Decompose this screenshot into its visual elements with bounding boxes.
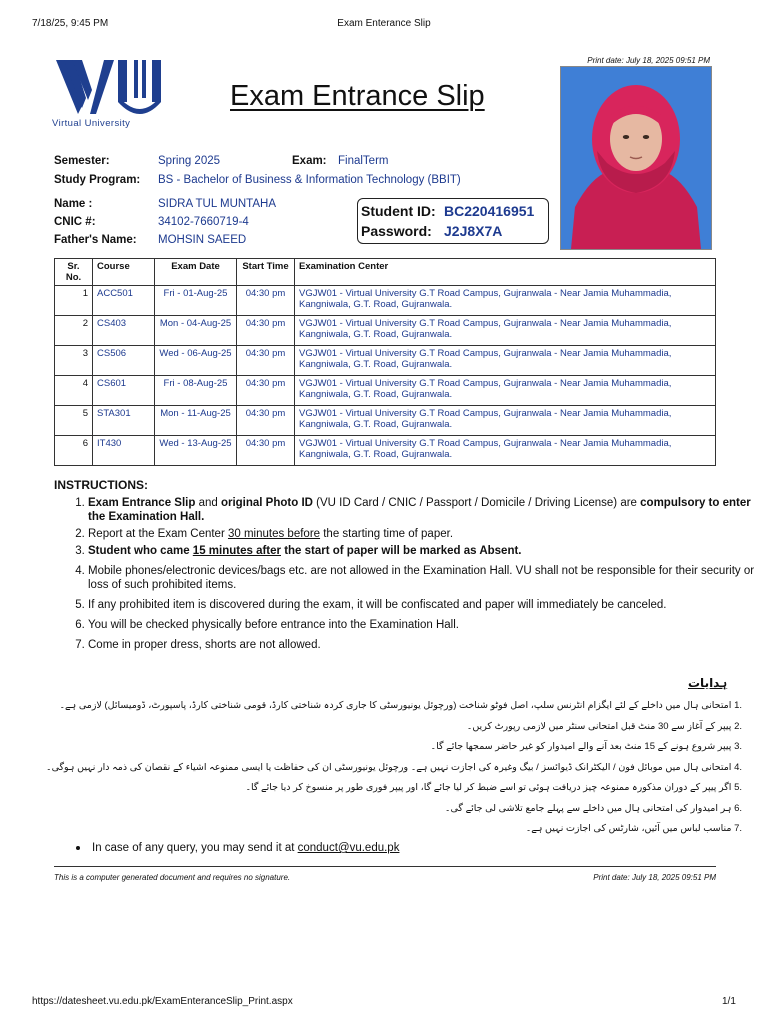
instruction-item: 6. You will be checked physically before entrance into the Examination Hall. <box>88 618 760 632</box>
cell-course: CS601 <box>93 376 155 406</box>
query-text: In case of any query, you may send it at <box>92 842 298 854</box>
student-id-label: Student ID: <box>361 203 436 219</box>
exam-schedule-table <box>54 258 716 466</box>
urdu-instruction-item: .4 امتحانی ہال میں موبائل فون / الیکٹرانک ڈیوائسز / بیگ وغیرہ کی اجازت نہیں ہے۔ ورچوئل یونیورسٹی ان کی حفاظت یا ایسی ممنوعہ اشیاء کے نقصان کی ذمہ دار نہیں ہوگی۔ <box>46 761 742 773</box>
col-header-sr: Sr. No. <box>55 259 93 286</box>
col-header-course: Course <box>93 259 155 286</box>
cell-sr: 1 <box>55 286 93 316</box>
urdu-instruction-item: .3 پیپر شروع ہونے کے 15 منٹ بعد آنے والے امیدوار کو غیر حاضر سمجھا جائے گا۔ <box>430 741 742 752</box>
col-header-center: Examination Center <box>295 259 716 286</box>
conduct-email-link[interactable]: conduct@vu.edu.pk <box>297 842 400 854</box>
cell-time: 04:30 pm <box>237 436 295 466</box>
cnic-label: CNIC #: <box>54 216 96 228</box>
cell-time: 04:30 pm <box>237 316 295 346</box>
father-label: Father's Name: <box>54 234 137 246</box>
table-row <box>55 436 716 466</box>
cell-sr: 2 <box>55 316 93 346</box>
print-date-bottom: Print date: July 18, 2025 09:51 PM <box>593 873 716 882</box>
cell-sr: 5 <box>55 406 93 436</box>
cell-course: IT430 <box>93 436 155 466</box>
print-url: https://datesheet.vu.edu.pk/ExamEnteranceSlip_Print.aspx <box>32 996 293 1007</box>
cell-course: CS506 <box>93 346 155 376</box>
program-label: Study Program: <box>54 174 141 186</box>
urdu-instruction-item: .2 پیپر کے آغاز سے 30 منٹ قبل امتحانی سنٹر میں لازمی رپورٹ کریں۔ <box>466 720 742 732</box>
table-row <box>55 286 716 316</box>
cell-sr: 4 <box>55 376 93 406</box>
urdu-instruction-item: .6 ہر امیدوار کی امتحانی ہال میں داخلے سے پہلے جامع تلاشی لی جائے گی۔ <box>444 802 742 814</box>
bullet-icon <box>76 846 80 850</box>
cell-time: 04:30 pm <box>237 406 295 436</box>
table-row <box>55 316 716 346</box>
exam-label: Exam: <box>292 155 327 167</box>
instruction-item: 1. Exam Entrance Slip and original Photo ID (VU ID Card / CNIC / Passport / Domicile / Driving License) are compulsory to enter the Examination Hall. <box>88 496 760 524</box>
cell-course: ACC501 <box>93 286 155 316</box>
print-page-title: Exam Enterance Slip <box>337 18 431 29</box>
cell-sr: 6 <box>55 436 93 466</box>
urdu-instruction-item: .5 اگر پیپر کے دوران مذکورہ ممنوعہ چیز دریافت ہوئی تو اسے ضبط کر لیا جائے گا، اور پیپر فوری طور پر منسوخ کر دیا جائے گا۔ <box>245 782 742 793</box>
cell-date: Wed - 06-Aug-25 <box>155 346 237 376</box>
instruction-item: 7. Come in proper dress, shorts are not allowed. <box>88 638 760 652</box>
table-row <box>55 406 716 436</box>
cell-center: VGJW01 - Virtual University G.T Road Campus, Gujranwala - Near Jamia Muhammadia, Kangniwala, G.T. Road, Gujranwala. <box>295 316 716 346</box>
instruction-item: 4. Mobile phones/electronic devices/bags etc. are not allowed in the Examination Hall. VU shall not be responsible for their security or loss of such prohibited items. <box>88 564 760 592</box>
print-datetime: 7/18/25, 9:45 PM <box>32 18 109 29</box>
print-date-top: Print date: July 18, 2025 09:51 PM <box>587 56 710 65</box>
table-row <box>55 346 716 376</box>
cell-time: 04:30 pm <box>237 376 295 406</box>
semester-label: Semester: <box>54 155 110 167</box>
cell-time: 04:30 pm <box>237 286 295 316</box>
semester-value: Spring 2025 <box>158 155 221 167</box>
program-value: BS - Bachelor of Business & Information Technology (BBIT) <box>158 174 461 186</box>
computer-generated-note: This is a computer generated document and requires no signature. <box>54 873 291 882</box>
instructions-heading: INSTRUCTIONS: <box>54 478 148 492</box>
urdu-instructions-list <box>46 696 742 840</box>
cell-center: VGJW01 - Virtual University G.T Road Campus, Gujranwala - Near Jamia Muhammadia, Kangniwala, G.T. Road, Gujranwala. <box>295 286 716 316</box>
student-id-value: BC220416951 <box>444 203 535 219</box>
instruction-item: 3. Student who came 15 minutes after the start of paper will be marked as Absent. <box>88 544 760 558</box>
footer-divider <box>54 866 716 867</box>
instructions-list <box>54 496 760 655</box>
instruction-item: 5. If any prohibited item is discovered during the exam, it will be confiscated and paper will immediately be canceled. <box>88 598 760 612</box>
table-row <box>55 376 716 406</box>
cell-course: STA301 <box>93 406 155 436</box>
cell-date: Wed - 13-Aug-25 <box>155 436 237 466</box>
cell-date: Fri - 01-Aug-25 <box>155 286 237 316</box>
urdu-instruction-item: .1 امتحانی ہال میں داخلے کے لئے ایگزام انٹرنس سلپ، اصل فوٹو شناخت (ورچوئل یونیورسٹی کا جاری کردہ شناختی کارڈ، قومی شناختی کارڈ، پاسپورٹ، ڈومیسائل) لازمی ہے۔ <box>59 700 742 711</box>
urdu-instruction-item: .7 مناسب لباس میں آئیں، شارٹس کی اجازت نہیں ہے۔ <box>525 823 742 834</box>
cell-center: VGJW01 - Virtual University G.T Road Campus, Gujranwala - Near Jamia Muhammadia, Kangniwala, G.T. Road, Gujranwala. <box>295 376 716 406</box>
cell-date: Mon - 04-Aug-25 <box>155 316 237 346</box>
table-header-row <box>55 259 716 286</box>
query-line <box>76 842 399 854</box>
cell-date: Mon - 11-Aug-25 <box>155 406 237 436</box>
cell-center: VGJW01 - Virtual University G.T Road Campus, Gujranwala - Near Jamia Muhammadia, Kangniwala, G.T. Road, Gujranwala. <box>295 406 716 436</box>
cell-date: Fri - 08-Aug-25 <box>155 376 237 406</box>
cell-course: CS403 <box>93 316 155 346</box>
exam-value: FinalTerm <box>338 155 389 167</box>
cell-center: VGJW01 - Virtual University G.T Road Campus, Gujranwala - Near Jamia Muhammadia, Kangniwala, G.T. Road, Gujranwala. <box>295 346 716 376</box>
cell-center: VGJW01 - Virtual University G.T Road Campus, Gujranwala - Near Jamia Muhammadia, Kangniwala, G.T. Road, Gujranwala. <box>295 436 716 466</box>
col-header-date: Exam Date <box>155 259 237 286</box>
name-label: Name : <box>54 198 93 210</box>
page-title: Exam Entrance Slip <box>230 80 485 112</box>
cnic-value: 34102-7660719-4 <box>158 216 249 228</box>
cell-time: 04:30 pm <box>237 346 295 376</box>
name-value: SIDRA TUL MUNTAHA <box>158 198 276 210</box>
instruction-item: 2. Report at the Exam Center 30 minutes before the starting time of paper. <box>88 527 760 541</box>
col-header-time: Start Time <box>237 259 295 286</box>
father-value: MOHSIN SAEED <box>158 234 247 246</box>
credentials-box <box>357 198 549 244</box>
logo-caption: Virtual University <box>52 118 131 129</box>
cell-sr: 3 <box>55 346 93 376</box>
password-label: Password: <box>361 223 432 239</box>
password-value: J2J8X7A <box>444 223 503 239</box>
student-photo <box>560 66 712 250</box>
print-page-count: 1/1 <box>722 996 736 1007</box>
urdu-instructions-heading: ہدایات <box>688 676 728 690</box>
